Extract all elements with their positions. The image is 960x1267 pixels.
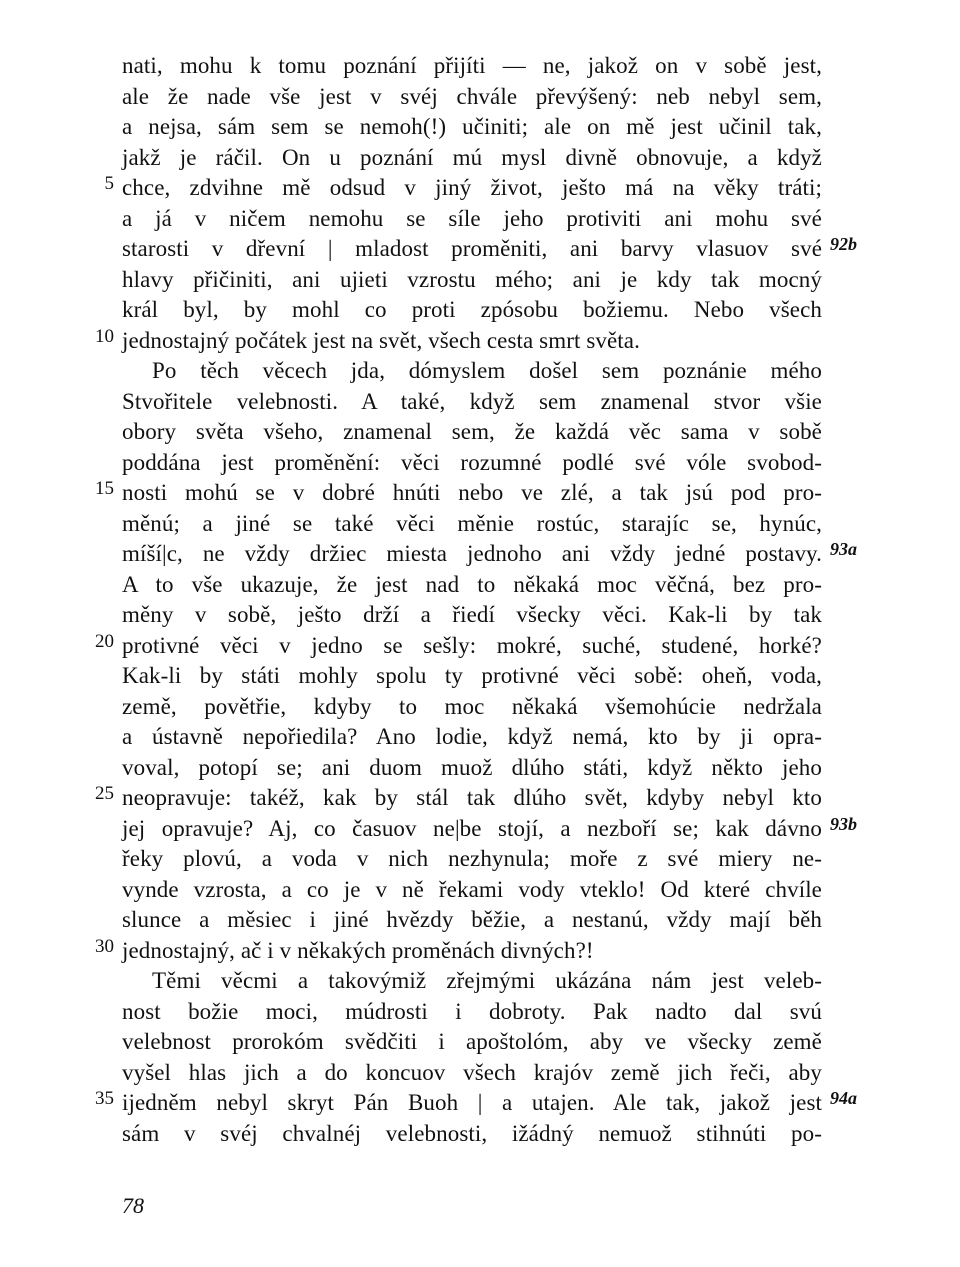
text-line <box>122 265 822 296</box>
line-text: Stvořitele velebnosti. A také, když sem znamenal stvor všie <box>122 388 822 414</box>
line-text: starosti v dřevní | mladost proměniti, ani barvy vlasuov své <box>122 236 822 261</box>
text-line <box>122 234 857 265</box>
line-text: voval, potopí se; ani duom muož dlúho státi, když někto jeho <box>122 754 822 780</box>
line-text: velebnost prorokóm svědčiti i apoštolóm, aby ve všecky země <box>122 1029 822 1054</box>
text-line <box>122 1058 822 1089</box>
line-text: A to vše ukazuje, že jest nad to někaká moc věčná, bez pro- <box>122 571 822 597</box>
line-text: nati, mohu k tomu poznání přijíti — ne, jakož on v sobě jest, <box>122 53 822 78</box>
line-text: hlavy přičiniti, ani ujieti vzrostu mého; ani je kdy tak mocný <box>122 266 822 292</box>
line-number: 25 <box>95 783 114 804</box>
text-line <box>122 295 822 326</box>
page-number: 78 <box>122 1193 144 1218</box>
line-text: měnú; a jiné se také věci měnie rostúc, starajíc se, hynúc, <box>122 510 822 536</box>
line-number: 35 <box>95 1088 114 1109</box>
line-number: 10 <box>95 325 114 347</box>
text-line <box>122 143 822 174</box>
line-text: protivné věci v jedno se sešly: mokré, suché, studené, horké? <box>122 632 822 658</box>
text-line <box>122 997 822 1028</box>
folio-reference: 92b <box>830 234 857 254</box>
line-text: ale že nade vše jest v svéj chvále převýšený: neb nebyl sem, <box>122 83 822 109</box>
text-line <box>122 966 822 997</box>
line-number: 15 <box>95 478 114 499</box>
text-line <box>122 448 822 479</box>
line-text: poddána jest proměnění: věci rozumné podlé své vóle svobod- <box>122 449 822 475</box>
line-text: král byl, by mohl co proti zpósobu božiemu. Nebo všech <box>122 297 822 322</box>
text-line <box>122 905 822 936</box>
text-line <box>122 844 822 875</box>
text-line <box>122 509 822 540</box>
text-line <box>122 1119 822 1150</box>
text-line <box>122 753 822 784</box>
line-text: Po těch věcech jda, dómyslem došel sem poznánie mého <box>152 358 822 383</box>
text-line <box>122 813 857 845</box>
line-text: Těmi věcmi a takovýmiž zřejmými ukázána nám jest veleb- <box>152 968 822 993</box>
line-text: vyšel hlas jich a do koncuov všech krajóv země jich řeči, aby <box>122 1059 822 1085</box>
line-text: řeky plovú, a voda v nich nezhynula; moře z své miery ne- <box>122 846 822 871</box>
line-text: a ústavně nepořiedila? Ano lodie, když nemá, kto by ji opra- <box>122 724 822 749</box>
text-line <box>122 51 822 82</box>
line-text: sám v svéj chvalnéj velebnosti, ižádný nemuož stihnúti po- <box>122 1120 822 1146</box>
text-line <box>122 722 822 753</box>
line-text: slunce a měsiec i jiné hvězdy běžie, a nestanú, vždy mají běh <box>122 907 822 932</box>
text-line <box>122 112 822 143</box>
body-text <box>95 51 857 1149</box>
text-line <box>95 783 822 814</box>
text-line <box>122 1027 822 1058</box>
text-line <box>122 417 822 448</box>
folio-reference: 93a <box>830 539 857 559</box>
line-text: a nejsa, sám sem se nemoh(!) učiniti; ale on mě jest učinil tak, <box>122 114 822 139</box>
line-text: Kak-li by státi mohly spolu ty protivné věci sobě: oheň, voda, <box>122 663 822 688</box>
line-number: 30 <box>95 935 114 957</box>
text-line <box>122 356 822 387</box>
folio-reference: 93b <box>830 813 857 834</box>
line-text: jednostajný počátek jest na svět, všech cesta smrt světa. <box>122 327 640 353</box>
text-line <box>122 692 822 723</box>
line-text: nost božie moci, múdrosti i dobroty. Pak nadto dal svú <box>122 998 822 1024</box>
line-text: ijedněm nebyl skryt Pán Buoh | a utajen. Ale tak, jakož jest <box>122 1090 822 1115</box>
line-number: 5 <box>104 173 114 194</box>
text-line <box>95 325 822 357</box>
text-line <box>122 204 822 235</box>
line-text: země, povětřie, kdyby to moc někaká všemohúcie nedržala <box>122 693 822 719</box>
text-line <box>95 478 822 509</box>
line-text: a já v ničem nemohu se síle jeho protiviti ani mohu své <box>122 205 822 231</box>
line-text: měny v sobě, ješto drží a řiedí všecky věci. Kak-li by tak <box>122 602 822 627</box>
line-text: míší|c, ne vždy držiec miesta jednoho ani vždy jedné postavy. <box>122 541 822 566</box>
text-line <box>122 661 822 692</box>
text-line <box>122 82 822 113</box>
line-text: chce, zdvihne mě odsud v jiný život, ješto má na věky tráti; <box>122 175 822 200</box>
folio-reference: 94a <box>830 1088 857 1108</box>
line-text: jednostajný, ač i v někakých proměnách divných?! <box>122 937 594 963</box>
text-line <box>95 935 822 967</box>
text-line <box>122 539 857 570</box>
line-text: vynde vzrosta, a co je v ně řekami vody vteklo! Od které chvíle <box>122 876 822 902</box>
text-line <box>122 875 822 906</box>
text-line <box>122 600 822 631</box>
text-line <box>122 387 822 418</box>
line-text: jej opravuje? Aj, co časuov ne|be stojí, a nezboří se; kak dávno <box>122 815 822 841</box>
line-text: neopravuje: takéž, kak by stál tak dlúho svět, kdyby nebyl kto <box>122 785 822 810</box>
text-line <box>122 570 822 601</box>
text-line <box>104 173 822 204</box>
line-text: obory světa všeho, znamenal sem, že každá věc sama v sobě <box>122 419 822 444</box>
text-line <box>95 1088 857 1119</box>
line-text: jakž je ráčil. On u poznání mú mysl divně obnovuje, a když <box>122 144 822 170</box>
line-text: nosti mohú se v dobré hnúti nebo ve zlé, a tak jsú pod pro- <box>122 480 822 505</box>
line-number: 20 <box>95 630 114 652</box>
text-line <box>95 630 822 662</box>
